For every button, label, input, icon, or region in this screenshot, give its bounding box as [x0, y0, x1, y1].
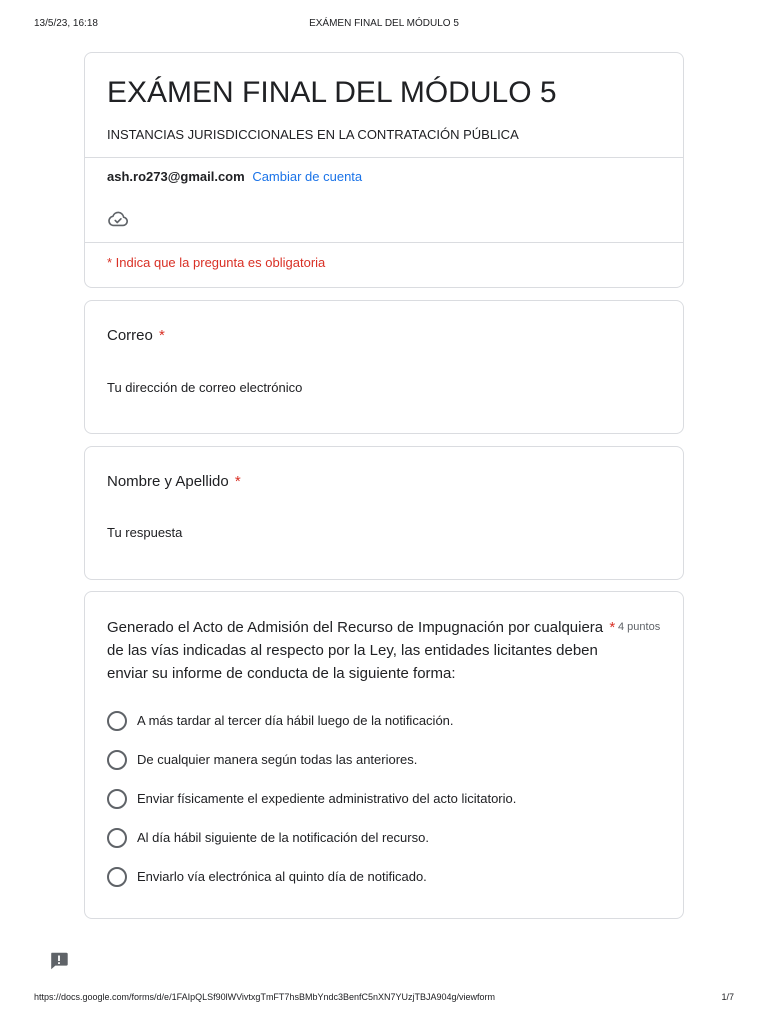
question-card-name	[84, 446, 684, 580]
question-card-email	[84, 300, 684, 434]
radio-button[interactable]	[107, 828, 127, 848]
account-email: ash.ro273@gmail.com	[107, 169, 245, 184]
account-row	[107, 169, 362, 184]
required-star: *	[234, 473, 241, 490]
print-url: https://docs.google.com/forms/d/e/1FAIpQLSf90lWVivtxgTmFT7hsBMbYndc3BenfC5nXN7YUzjTBJA904g/viewform	[34, 992, 496, 1002]
question-title-text: Correo	[107, 327, 153, 344]
question-line-1	[107, 616, 616, 639]
form-header-card	[84, 52, 684, 288]
form-title: EXÁMEN FINAL DEL MÓDULO 5	[107, 76, 557, 109]
radio-button[interactable]	[107, 867, 127, 887]
print-header	[0, 18, 768, 32]
form-description: INSTANCIAS JURISDICCIONALES EN LA CONTRATACIÓN PÚBLICA	[107, 127, 519, 142]
points-badge: 4 puntos	[618, 621, 661, 633]
question-line-3: enviar su informe de conducta de la siguiente forma:	[107, 665, 456, 682]
email-input[interactable]: Tu dirección de correo electrónico	[107, 380, 303, 395]
header-divider	[85, 157, 683, 158]
radio-option[interactable]	[107, 750, 667, 772]
print-page-number: 1/7	[721, 992, 734, 1002]
question-card-multiple-choice	[84, 591, 684, 919]
radio-option[interactable]	[107, 867, 667, 889]
print-datetime: 13/5/23, 16:18	[34, 18, 98, 29]
option-label: Enviarlo vía electrónica al quinto día de notificado.	[137, 869, 427, 884]
question-title-text: Nombre y Apellido	[107, 473, 229, 490]
radio-button[interactable]	[107, 711, 127, 731]
question-title	[107, 616, 616, 685]
option-label: Al día hábil siguiente de la notificación del recurso.	[137, 830, 429, 845]
radio-option[interactable]	[107, 789, 667, 811]
question-line-2: de las vías indicadas al respecto por la Ley, las entidades licitantes deben	[107, 642, 598, 659]
question-line-1-text: Generado el Acto de Admisión del Recurso de Impugnación por cualquiera	[107, 619, 604, 636]
required-note: * Indica que la pregunta es obligatoria	[107, 255, 326, 270]
switch-account-link[interactable]: Cambiar de cuenta	[252, 169, 363, 184]
option-label: Enviar físicamente el expediente administrativo del acto licitatorio.	[137, 791, 517, 806]
option-label: De cualquier manera según todas las anteriores.	[137, 752, 418, 767]
radio-option[interactable]	[107, 711, 667, 733]
question-title	[107, 473, 241, 490]
required-star: *	[609, 619, 616, 636]
question-title	[107, 327, 165, 344]
option-label: A más tardar al tercer día hábil luego de la notificación.	[137, 713, 454, 728]
radio-button[interactable]	[107, 750, 127, 770]
radio-option[interactable]	[107, 828, 667, 850]
cloud-check-icon	[107, 208, 129, 230]
radio-button[interactable]	[107, 789, 127, 809]
print-title: EXÁMEN FINAL DEL MÓDULO 5	[309, 18, 459, 29]
feedback-icon[interactable]	[48, 950, 70, 972]
required-star: *	[159, 327, 165, 344]
header-divider-2	[85, 242, 683, 243]
name-input[interactable]: Tu respuesta	[107, 525, 183, 540]
